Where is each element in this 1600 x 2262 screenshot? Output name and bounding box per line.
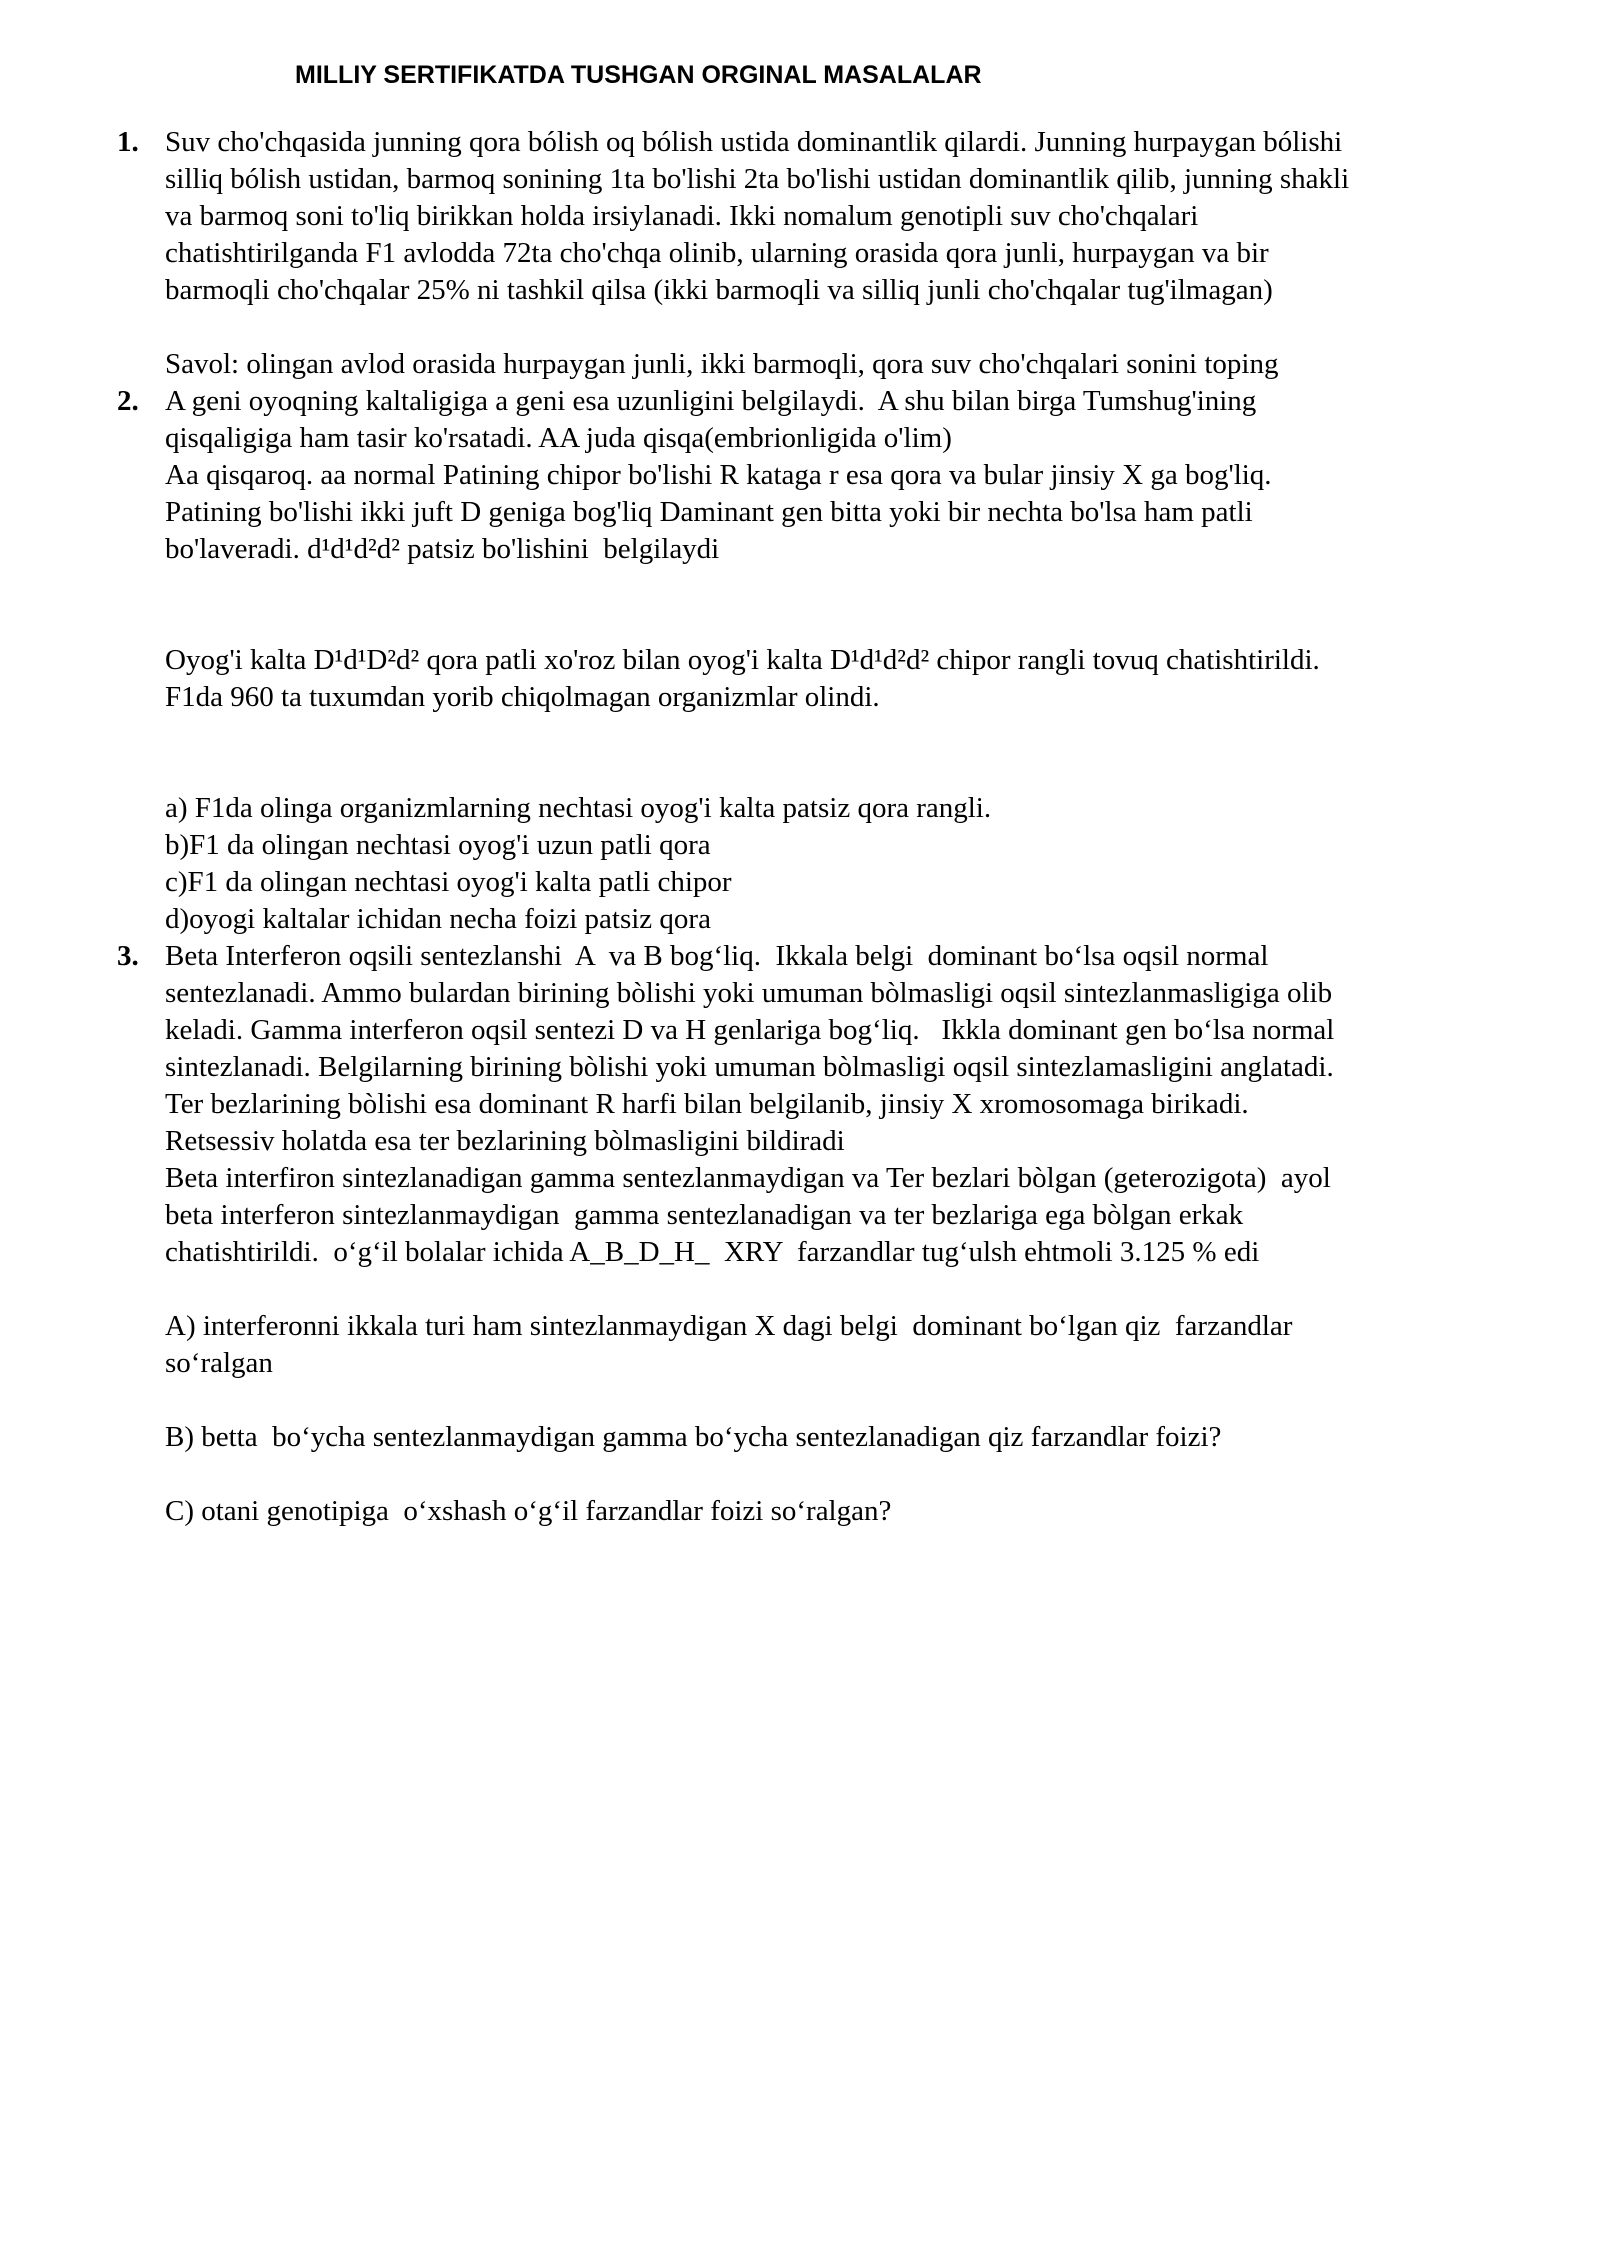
blank-line (165, 1271, 1545, 1308)
question-line: B) betta bo‘ycha sentezlanmaydigan gamma bo‘ycha sentezlanadigan qiz farzandlar foizi? (165, 1421, 1222, 1453)
blank-lines (165, 568, 1545, 642)
text-line: qisqaligiga ham tasir ko'rsatadi. AA juda qisqa(embrionligida o'lim) (165, 422, 952, 454)
blank-line (165, 309, 1545, 346)
text-line: sentezlanadi. Ammo bulardan birining bòlishi yoki umuman bòlmasligi oqsil sintezlanmasligiga olib (165, 977, 1333, 1009)
problem-number: 2. (117, 385, 139, 417)
problem-2 (0, 383, 1600, 938)
text-line: va barmoq soni to'liq birikkan holda irsiylanadi. Ikki nomalum genotipli suv cho'chqalari (165, 200, 1199, 232)
problem-number: 1. (117, 126, 139, 158)
text-line: F1da 960 ta tuxumdan yorib chiqolmagan organizmlar olindi. (165, 681, 880, 713)
problem-text (165, 938, 1545, 1530)
question-line: a) F1da olinga organizmlarning nechtasi oyog'i kalta patsiz qora rangli. (165, 792, 992, 824)
page-title: MILLIY SERTIFIKATDA TUSHGAN ORGINAL MASALALAR (295, 61, 982, 89)
text-line: Beta interfiron sintezlanadigan gamma sentezlanmaydigan va Ter bezlari bòlgan (geterozigota) ayol (165, 1162, 1331, 1194)
blank-line (165, 1382, 1545, 1419)
text-line: bo'laveradi. d¹d¹d²d² patsiz bo'lishini belgilaydi (165, 533, 720, 565)
text-line: Retsessiv holatda esa ter bezlarining bòlmasligini bildiradi (165, 1125, 845, 1157)
text-line: Patining bo'lishi ikki juft D geniga bog'liq Daminant gen bitta yoki bir nechta bo'lsa ham patli (165, 496, 1253, 528)
problem-1 (0, 124, 1600, 383)
question-line: b)F1 da olingan nechtasi oyog'i uzun patli qora (165, 829, 711, 861)
text-line: keladi. Gamma interferon oqsil sentezi D va H genlariga bog‘liq. Ikkla dominant gen bo‘lsa normal (165, 1014, 1335, 1046)
text-line: Aa qisqaroq. aa normal Patining chipor bo'lishi R kataga r esa qora va bular jinsiy X ga bog'liq. (165, 459, 1272, 491)
text-line: A geni oyoqning kaltaligiga a geni esa uzunligini belgilaydi. A shu bilan birga Tumshug'ining (165, 385, 1257, 417)
text-line: Ter bezlarining bòlishi esa dominant R harfi bilan belgilanib, jinsiy X xromosomaga birikadi. (165, 1088, 1249, 1120)
question-line: Savol: olingan avlod orasida hurpaygan junli, ikki barmoqli, qora suv cho'chqalari sonini toping (165, 348, 1279, 380)
question-line: d)oyogi kaltalar ichidan necha foizi patsiz qora (165, 903, 711, 935)
text-line: Suv cho'chqasida junning qora bólish oq bólish ustida dominantlik qilardi. Junning hurpaygan bólishi (165, 126, 1343, 158)
text-line: Oyog'i kalta D¹d¹D²d² qora patli xo'roz bilan oyog'i kalta D¹d¹d²d² chipor rangli tovuq chatishtirildi. (165, 644, 1320, 676)
text-line: chatishtirilganda F1 avlodda 72ta cho'chqa olinib, ularning orasida qora junli, hurpaygan va bir (165, 237, 1269, 269)
text-line: silliq bólish ustidan, barmoq sonining 1ta bo'lishi 2ta bo'lishi ustidan dominantlik qilib, junning shakli (165, 163, 1350, 195)
text-line: chatishtirildi. o‘g‘il bolalar ichida A_B_D_H_ XRY farzandlar tug‘ulsh ehtmoli 3.125 % edi (165, 1236, 1260, 1268)
question-line: c)F1 da olingan nechtasi oyog'i kalta patli chipor (165, 866, 732, 898)
question-line: so‘ralgan (165, 1347, 273, 1379)
problem-text (165, 383, 1545, 938)
text-line: Beta Interferon oqsili sentezlanshi A va B bog‘liq. Ikkala belgi dominant bo‘lsa oqsil normal (165, 940, 1269, 972)
question-line: A) interferonni ikkala turi ham sintezlanmaydigan X dagi belgi dominant bo‘lgan qiz farzandlar (165, 1310, 1293, 1342)
problem-number: 3. (117, 940, 139, 972)
problem-list (0, 124, 1600, 1530)
blank-line (165, 1456, 1545, 1493)
problem-text (165, 124, 1545, 383)
question-line: C) otani genotipiga o‘xshash o‘g‘il farzandlar foizi so‘ralgan? (165, 1495, 892, 1527)
problem-3 (0, 938, 1600, 1530)
text-line: beta interferon sintezlanmaydigan gamma sentezlanadigan va ter bezlariga ega bòlgan erkak (165, 1199, 1244, 1231)
blank-lines (165, 716, 1545, 790)
text-line: sintezlanadi. Belgilarning birining bòlishi yoki umuman bòlmasligi oqsil sintezlamasligini anglatadi. (165, 1051, 1334, 1083)
text-line: barmoqli cho'chqalar 25% ni tashkil qilsa (ikki barmoqli va silliq junli cho'chqalar tug'ilmagan) (165, 274, 1273, 306)
